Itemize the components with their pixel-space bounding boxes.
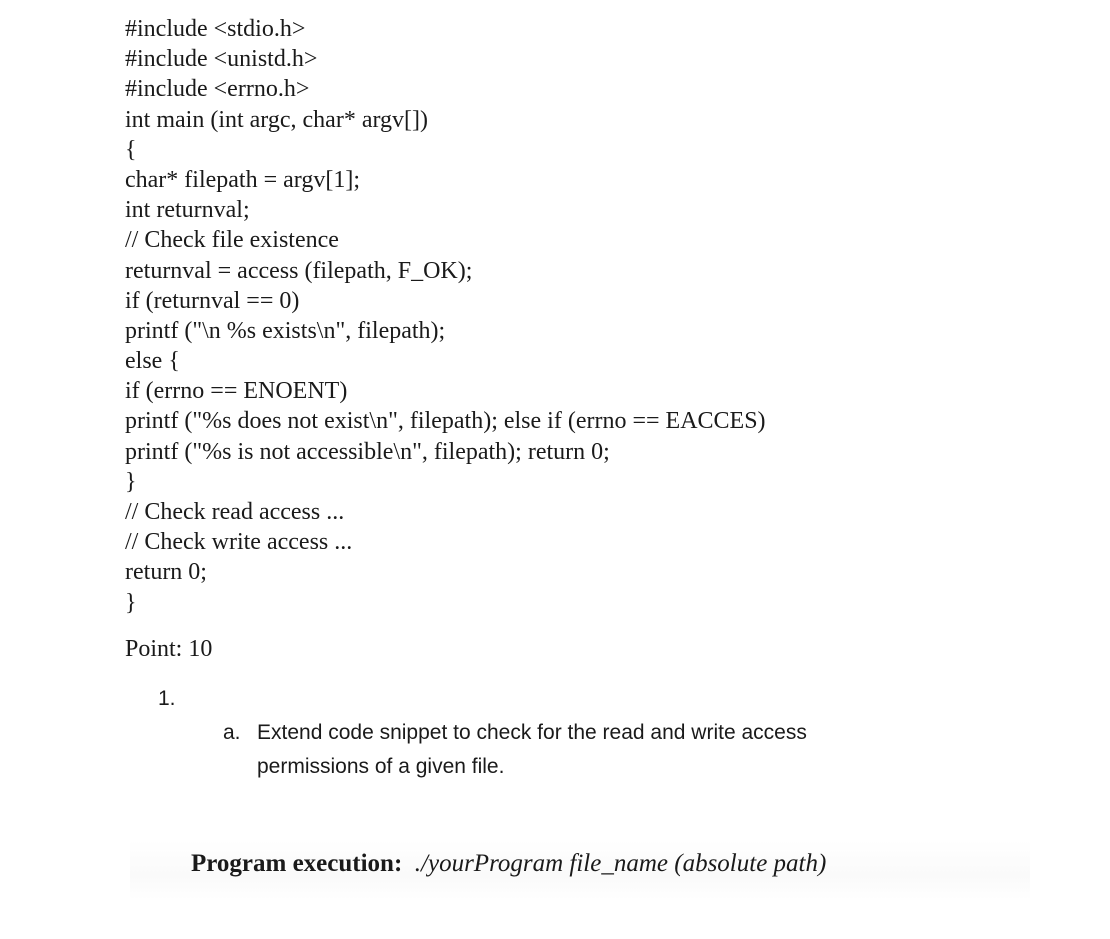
program-execution-command: ./yourProgram file_name (absolute path)	[414, 850, 827, 877]
code-line-9: returnval = access (filepath, F_OK);	[125, 257, 473, 284]
sub-item-text: Extend code snippet to check for the read and write access permissions of a given file.	[257, 721, 807, 778]
code-line-19: return 0;	[125, 559, 207, 586]
point-value: Point: 10	[125, 636, 213, 662]
program-execution-box	[130, 840, 1030, 900]
code-line-13: if (errno == ENOENT)	[125, 378, 348, 405]
sub-item-marker: a.	[223, 721, 241, 744]
question-number: 1.	[158, 687, 176, 710]
code-line-6: char* filepath = argv[1];	[125, 166, 360, 193]
code-line-2: #include <unistd.h>	[125, 46, 318, 73]
code-line-15: printf ("%s is not accessible\n", filepath); return 0;	[125, 438, 610, 465]
code-line-12: else {	[125, 348, 180, 375]
code-line-5: {	[125, 136, 137, 163]
code-line-8: // Check file existence	[125, 227, 339, 254]
program-execution-label: Program execution:	[191, 850, 403, 877]
code-line-4: int main (int argc, char* argv[])	[125, 106, 428, 133]
code-line-14: printf ("%s does not exist\n", filepath); else if (errno == EACCES)	[125, 408, 766, 435]
code-line-1: #include <stdio.h>	[125, 16, 306, 42]
code-line-3: #include <errno.h>	[125, 76, 310, 103]
code-snippet	[125, 14, 766, 618]
code-line-17: // Check read access ...	[125, 499, 345, 525]
code-line-10: if (returnval == 0)	[125, 287, 300, 314]
code-line-18: // Check write access ...	[125, 529, 353, 556]
code-line-7: int returnval;	[125, 197, 250, 224]
code-line-11: printf ("\n %s exists\n", filepath);	[125, 317, 446, 344]
code-line-20: }	[125, 589, 137, 616]
program-execution-line	[191, 848, 826, 880]
code-line-16: }	[125, 468, 137, 495]
